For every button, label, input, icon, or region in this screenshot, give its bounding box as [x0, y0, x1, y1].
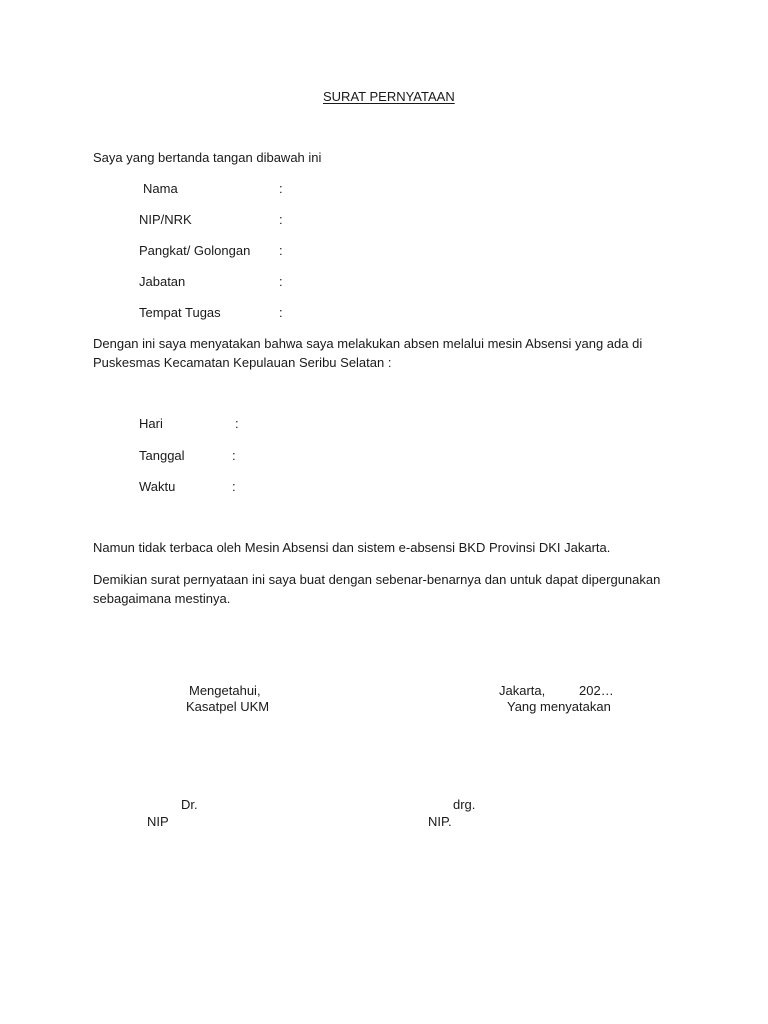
- field-label-nip: NIP/NRK: [139, 212, 192, 227]
- field-colon-jabatan: :: [279, 274, 283, 289]
- signature-right-year: 202…: [579, 683, 614, 698]
- field-colon-waktu: :: [232, 479, 236, 494]
- closing-line-2: sebagaimana mestinya.: [93, 591, 231, 606]
- signature-left-role: Kasatpel UKM: [186, 699, 270, 714]
- field-colon-tempat-tugas: :: [279, 305, 283, 320]
- field-label-tempat-tugas: Tempat Tugas: [139, 305, 221, 320]
- field-colon-hari: :: [235, 416, 239, 431]
- signature-right-name: drg.: [453, 797, 476, 812]
- field-label-nama: Nama: [143, 181, 178, 196]
- signature-right-role: Yang menyatakan: [507, 699, 611, 714]
- field-colon-tanggal: :: [232, 448, 236, 463]
- signature-right-id: NIP.: [428, 814, 452, 829]
- field-label-pangkat: Pangkat/ Golongan: [139, 243, 251, 258]
- intro-text: Saya yang bertanda tangan dibawah ini: [93, 150, 322, 165]
- field-label-waktu: Waktu: [139, 479, 176, 494]
- note-text: Namun tidak terbaca oleh Mesin Absensi dan sistem e-absensi BKD Provinsi DKI Jakarta.: [93, 540, 611, 555]
- signature-left-id: NIP: [147, 814, 169, 829]
- statement-line-2: Puskesmas Kecamatan Kepulauan Seribu Selatan :: [93, 355, 392, 370]
- field-label-tanggal: Tanggal: [139, 448, 185, 463]
- field-colon-nip: :: [279, 212, 283, 227]
- letter-title: SURAT PERNYATAAN: [323, 89, 455, 104]
- signature-left-name: Dr.: [181, 797, 198, 812]
- signature-right-place: Jakarta,: [499, 683, 546, 698]
- statement-line-1: Dengan ini saya menyatakan bahwa saya melakukan absen melalui mesin Absensi yang ada di: [93, 336, 643, 351]
- field-label-hari: Hari: [139, 416, 163, 431]
- signature-left-heading: Mengetahui,: [189, 683, 261, 698]
- field-label-jabatan: Jabatan: [139, 274, 186, 289]
- closing-line-1: Demikian surat pernyataan ini saya buat dengan sebenar-benarnya dan untuk dapat dipergunakan: [93, 572, 661, 587]
- field-colon-pangkat: :: [279, 243, 283, 258]
- field-colon-nama: :: [279, 181, 283, 196]
